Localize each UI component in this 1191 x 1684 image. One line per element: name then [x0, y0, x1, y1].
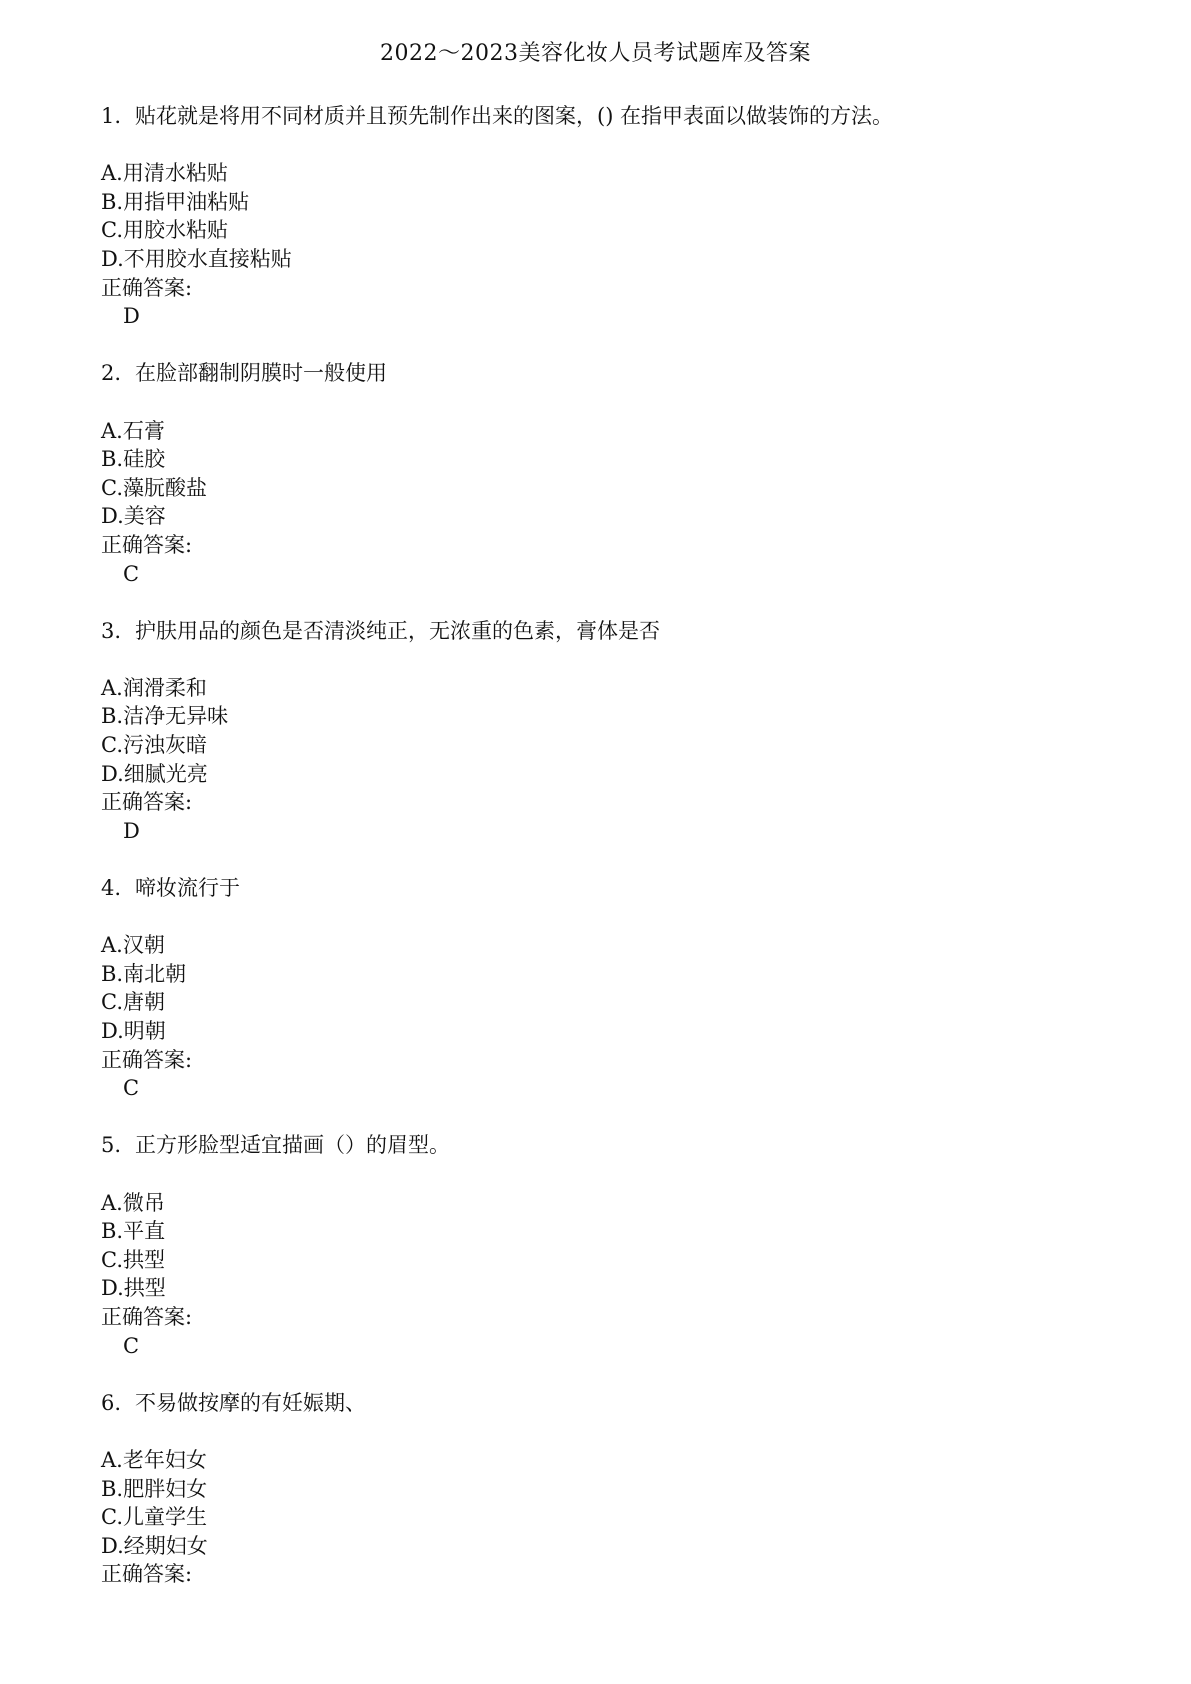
option-a: A.微吊 — [101, 1190, 165, 1215]
question-stem — [101, 617, 1141, 646]
question-item — [101, 359, 1141, 616]
answer-value: D — [123, 304, 140, 329]
answer-value: C — [123, 561, 140, 586]
answer-label: 正确答案: — [101, 275, 193, 300]
question-item — [101, 1389, 1141, 1589]
option-a: A.润滑柔和 — [101, 675, 207, 700]
question-stem — [101, 1131, 1141, 1160]
option-d: D.明朝 — [101, 1019, 166, 1043]
option-d: D.不用胶水直接粘贴 — [101, 246, 292, 271]
option-d: D.美容 — [101, 504, 166, 529]
answer-label: 正确答案: — [101, 1047, 193, 1072]
answer-value: C — [123, 1076, 140, 1101]
option-c: C.污浊灰暗 — [101, 733, 207, 758]
answer-label: 正确答案: — [101, 1304, 193, 1329]
question-list — [101, 102, 1141, 1589]
question-text: 啼妆流行于 — [135, 876, 240, 901]
option-c: C.儿童学生 — [101, 1505, 207, 1530]
option-c: C.藻朊酸盐 — [101, 475, 207, 500]
option-d: D.经期妇女 — [101, 1533, 208, 1558]
spacer — [101, 331, 1141, 360]
spacer — [101, 388, 1141, 417]
option-c: C.唐朝 — [101, 990, 165, 1015]
option-a: A.用清水粘贴 — [101, 161, 228, 186]
spacer — [101, 1417, 1141, 1446]
spacer — [101, 1360, 1141, 1389]
question-number: 2. — [101, 361, 122, 386]
question-number: 4. — [101, 876, 122, 901]
question-text: 正方形脸型适宜描画（）的眉型。 — [135, 1133, 450, 1158]
option-b: B.用指甲油粘贴 — [101, 189, 250, 214]
document-title: 2022～2023美容化妆人员考试题库及答案 — [380, 41, 811, 66]
question-text: 护肤用品的颜色是否清淡纯正，无浓重的色素，膏体是否 — [135, 618, 660, 643]
option-d: D.细腻光亮 — [101, 761, 208, 786]
option-b: B.平直 — [101, 1219, 166, 1244]
spacer — [101, 845, 1141, 874]
option-c: C.拱型 — [101, 1247, 165, 1272]
answer-label: 正确答案: — [101, 1562, 193, 1587]
question-text: 贴花就是将用不同材质并且预先制作出来的图案，() 在指甲表面以做装饰的方法。 — [135, 104, 894, 128]
question-item — [101, 874, 1141, 1131]
question-number: 6. — [101, 1390, 122, 1415]
answer-value: D — [123, 818, 140, 843]
option-b: B.硅胶 — [101, 447, 166, 472]
question-text: 在脸部翻制阴膜时一般使用 — [135, 361, 387, 386]
spacer — [101, 588, 1141, 617]
question-number: 1. — [101, 104, 122, 128]
question-number: 3. — [101, 618, 122, 643]
option-b: B.洁净无异味 — [101, 704, 229, 729]
option-b: B.南北朝 — [101, 961, 187, 986]
answer-label: 正确答案: — [101, 790, 193, 815]
question-text: 不易做按摩的有妊娠期、 — [135, 1390, 366, 1415]
option-d: D.拱型 — [101, 1276, 166, 1301]
question-item — [101, 102, 1141, 359]
question-stem — [101, 102, 1141, 131]
question-stem — [101, 874, 1141, 903]
question-number: 5. — [101, 1133, 122, 1158]
spacer — [101, 131, 1141, 160]
option-a: A.老年妇女 — [101, 1447, 207, 1472]
option-a: A.石膏 — [101, 418, 165, 443]
answer-label: 正确答案: — [101, 532, 193, 557]
spacer — [101, 1160, 1141, 1189]
option-c: C.用胶水粘贴 — [101, 218, 228, 243]
spacer — [101, 645, 1141, 674]
question-item — [101, 617, 1141, 874]
option-a: A.汉朝 — [101, 933, 165, 958]
spacer — [101, 903, 1141, 932]
spacer — [101, 1103, 1141, 1132]
option-b: B.肥胖妇女 — [101, 1476, 208, 1501]
question-item — [101, 1131, 1141, 1388]
question-stem — [101, 359, 1141, 388]
answer-value: C — [123, 1333, 140, 1358]
question-stem — [101, 1389, 1141, 1418]
